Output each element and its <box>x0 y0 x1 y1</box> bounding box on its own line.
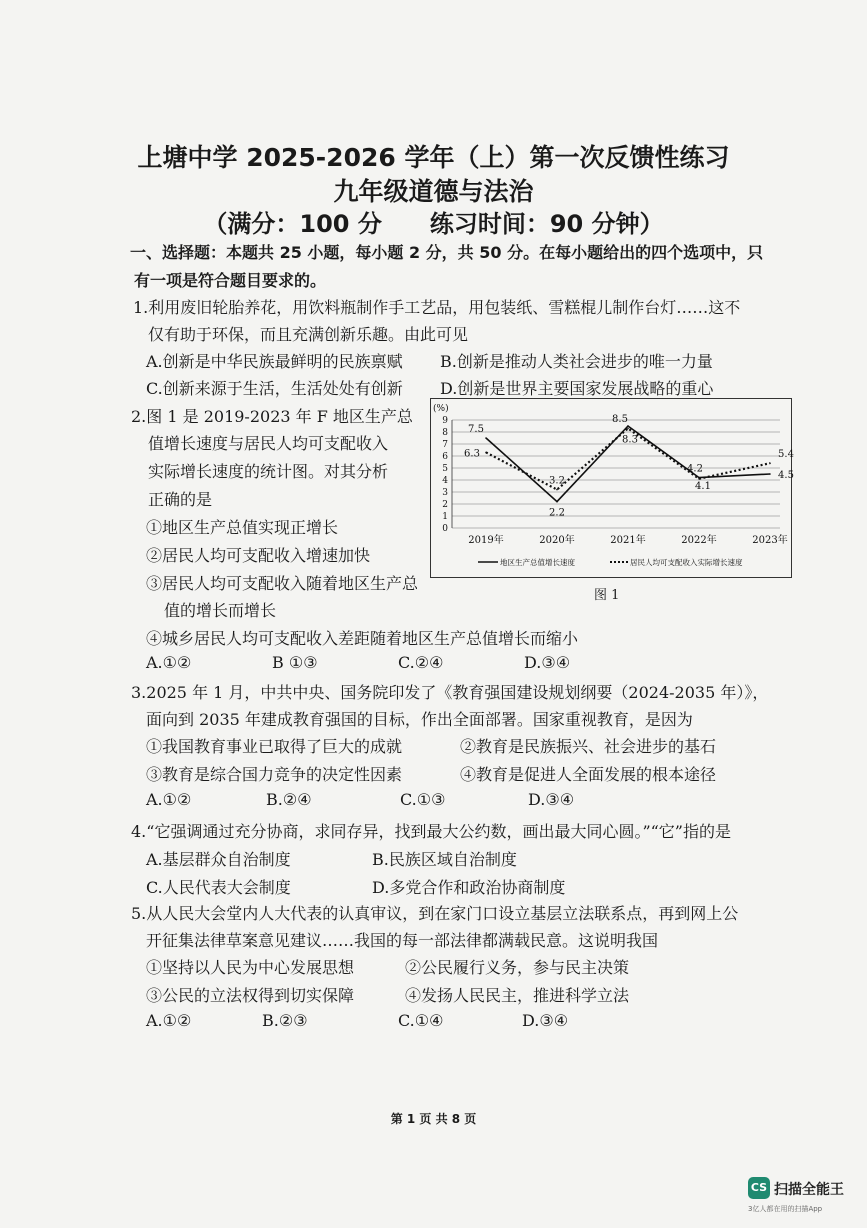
q2-statement-3-line1: ③居民人均可支配收入随着地区生产总 <box>146 574 419 593</box>
subject-title: 九年级道德与法治 <box>333 177 534 206</box>
chart-point <box>698 478 700 480</box>
growth-line-chart <box>430 398 792 578</box>
scanner-tagline: 3亿人都在用的扫描App <box>748 1205 823 1213</box>
figure-caption: 图 1 <box>594 588 620 603</box>
q4-option-c: C.人民代表大会制度 <box>146 878 291 897</box>
q4-option-a: A.基层群众自治制度 <box>146 850 291 869</box>
q2-option-a: A.①② <box>146 653 192 672</box>
q2-stem-line2: 值增长速度与居民人均可支配收入 <box>148 434 389 453</box>
q5-statement-4: ④发扬人民民主，推进科学立法 <box>405 986 630 1005</box>
q2-stem-line3: 实际增长速度的统计图。对其分析 <box>148 462 389 481</box>
q3-option-b: B.②④ <box>266 790 312 809</box>
q5-option-b: B.②③ <box>262 1011 308 1030</box>
chart-x-tick-label: 2020年 <box>539 535 575 546</box>
q5-statement-3: ③公民的立法权得到切实保障 <box>146 986 355 1005</box>
q2-option-c: C.②④ <box>398 653 444 672</box>
q2-stem-line4: 正确的是 <box>148 490 213 509</box>
chart-y-tick-label: 6 <box>442 452 448 462</box>
chart-data-label: 4.5 <box>778 470 794 481</box>
scanner-brand-name: 扫描全能王 <box>774 1182 844 1198</box>
chart-x-tick-label: 2021年 <box>610 535 646 546</box>
q5-statement-2: ②公民履行义务，参与民主决策 <box>405 958 630 977</box>
exam-title: 上塘中学 2025-2026 学年（上）第一次反馈性练习 <box>137 143 730 172</box>
q2-option-d: D.③④ <box>524 653 571 672</box>
q2-stem-line1: 2.图 1 是 2019-2023 年 F 地区生产总 <box>131 407 413 426</box>
q5-stem-line2: 开征集法律草案意见建议……我国的每一部法律都满载民意。这说明我国 <box>146 931 659 950</box>
q2-statement-2: ②居民人均可支配收入增速加快 <box>146 546 371 565</box>
q3-stem-line2: 面向到 2035 年建成教育强国的目标，作出全面部署。国家重视教育，是因为 <box>146 710 693 729</box>
chart-point <box>556 501 558 503</box>
chart-frame <box>431 399 792 578</box>
chart-legend-label: 地区生产总值增长速度 <box>500 558 575 567</box>
q3-option-a: A.①② <box>146 790 192 809</box>
q1-option-a: A.创新是中华民族最鲜明的民族禀赋 <box>146 352 403 371</box>
chart-point <box>556 489 558 491</box>
q4-option-d: D.多党合作和政治协商制度 <box>372 878 566 897</box>
chart-y-tick-label: 5 <box>442 464 448 474</box>
chart-point <box>485 452 487 454</box>
chart-y-tick-label: 7 <box>442 440 448 450</box>
chart-y-tick-label: 2 <box>442 500 448 510</box>
chart-y-tick-label: 8 <box>442 428 448 438</box>
q2-statement-1: ①地区生产总值实现正增长 <box>146 518 339 537</box>
chart-x-tick-label: 2023年 <box>752 535 788 546</box>
chart-data-label: 5.4 <box>778 449 794 461</box>
q2-option-b: B ①③ <box>272 653 318 672</box>
q5-statement-1: ①坚持以人民为中心发展思想 <box>146 958 355 977</box>
q3-stem-line1: 3.2025 年 1 月，中共中央、国务院印发了《教育强国建设规划纲要（2024-2035 年）》， <box>131 683 769 702</box>
q1-stem-line1: 1.利用废旧轮胎养花，用饮料瓶制作手工艺品，用包装纸、雪糕棍儿制作台灯……这不 <box>133 298 741 317</box>
section-heading-line2: 有一项是符合题目要求的。 <box>134 271 327 290</box>
chart-y-tick-label: 1 <box>442 512 448 522</box>
chart-point <box>627 428 629 430</box>
q4-option-b: B.民族区域自治制度 <box>372 850 517 869</box>
q1-option-c: C.创新来源于生活，生活处处有创新 <box>146 379 403 398</box>
chart-data-label: 8.3 <box>622 434 638 446</box>
q3-option-d: D.③④ <box>528 790 575 809</box>
chart-x-tick-label: 2022年 <box>681 535 717 546</box>
q4-stem: 4.“它强调通过充分协商，求同存异，找到最大公约数，画出最大同心圆。”“它”指的是 <box>131 822 731 841</box>
chart-y-tick-label: 9 <box>442 416 448 426</box>
chart-y-axis-label: (%) <box>433 404 449 414</box>
chart-data-label: 2.2 <box>549 507 565 519</box>
chart-legend-label: 居民人均可支配收入实际增长速度 <box>630 558 743 567</box>
q2-statement-4: ④城乡居民人均可支配收入差距随着地区生产总值增长而缩小 <box>146 629 579 648</box>
chart-point <box>485 437 487 439</box>
q3-statement-2: ②教育是民族振兴、社会进步的基石 <box>460 737 717 756</box>
q1-option-d: D.创新是世界主要国家发展战略的重心 <box>440 379 714 398</box>
chart-y-tick-label: 3 <box>442 488 448 498</box>
chart-data-label: 6.3 <box>464 448 480 460</box>
q2-statement-3-line2: 值的增长而增长 <box>164 601 277 620</box>
score-time-info: （满分：100 分 练习时间：90 分钟） <box>203 210 664 238</box>
q5-option-d: D.③④ <box>522 1011 569 1030</box>
chart-data-label: 4.2 <box>687 463 703 475</box>
q5-option-a: A.①② <box>146 1011 192 1030</box>
q3-statement-1: ①我国教育事业已取得了巨大的成就 <box>146 737 403 756</box>
chart-y-tick-label: 0 <box>442 524 448 534</box>
q1-stem-line2: 仅有助于环保，而且充满创新乐趣。由此可见 <box>148 325 469 344</box>
chart-y-tick-label: 4 <box>442 476 448 486</box>
chart-data-label: 7.5 <box>468 424 484 435</box>
q1-option-b: B.创新是推动人类社会进步的唯一力量 <box>440 352 713 371</box>
q5-stem-line1: 5.从人民大会堂内人大代表的认真审议，到在家门口设立基层立法联系点，再到网上公 <box>131 904 739 923</box>
q5-option-c: C.①④ <box>398 1011 444 1030</box>
chart-data-label: 4.1 <box>695 480 711 492</box>
chart-x-tick-label: 2019年 <box>468 535 504 546</box>
page-footer: 第 1 页 共 8 页 <box>390 1112 477 1126</box>
q3-statement-3: ③教育是综合国力竞争的决定性因素 <box>146 765 403 784</box>
chart-point <box>627 425 629 427</box>
q3-statement-4: ④教育是促进人全面发展的根本途径 <box>460 765 717 784</box>
chart-point <box>769 473 771 475</box>
q3-option-c: C.①③ <box>400 790 446 809</box>
chart-data-label: 3.2 <box>549 475 565 487</box>
chart-point <box>769 462 771 464</box>
chart-data-label: 8.5 <box>612 414 628 425</box>
scanner-logo-icon: CS <box>748 1177 770 1199</box>
section-heading-line1: 一、选择题：本题共 25 小题，每小题 2 分，共 50 分。在每小题给出的四个选项中，只 <box>130 243 764 262</box>
